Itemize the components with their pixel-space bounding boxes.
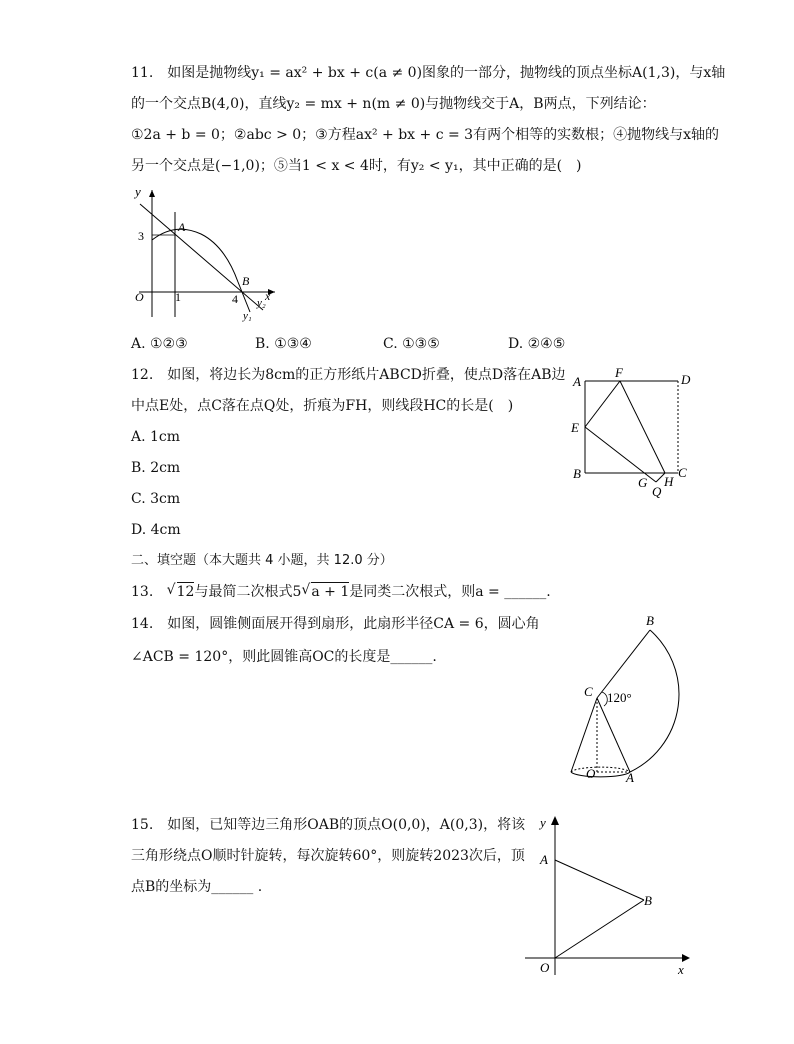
- section-fill-in-blank-header: 二、填空题（本大题共 4 小题，共 12.0 分）: [131, 553, 393, 568]
- q13-text-end: 是同类二次根式，则a = ______.: [349, 584, 551, 600]
- q11-label-y1: y₁: [243, 310, 252, 322]
- q15-label-y: y: [540, 815, 546, 830]
- q14-label-angle: 120°: [607, 690, 632, 705]
- q11-label-x: x: [265, 289, 271, 303]
- q12-option-c[interactable]: C. 3cm: [131, 491, 181, 507]
- q12-label-e: E: [571, 420, 579, 435]
- q11-label-4: 4: [232, 292, 238, 306]
- q12-label-d: D: [681, 372, 691, 387]
- q15-line-1: 15. 如图，已知等边三角形OAB的顶点O(0,0)，A(0,3)，将该: [131, 817, 526, 833]
- q13-sqrt-a1: √ a + 1: [301, 582, 350, 600]
- q11-parabola-figure: [125, 182, 285, 327]
- q14-label-b: B: [646, 613, 654, 628]
- q13-text-mid: 与最简二次根式5: [194, 584, 302, 600]
- q11-line-2: 的一个交点B(4,0)，直线y₂ = mx + n(m ≠ 0)与抛物线交于A，B两点，下列结论：: [131, 96, 656, 112]
- q12-option-d[interactable]: D. 4cm: [131, 522, 181, 538]
- q11-option-a[interactable]: A. ①②③: [131, 336, 188, 352]
- q11-label-1: 1: [175, 290, 181, 304]
- q11-line-y2: [140, 204, 263, 310]
- q12-label-g: G: [638, 475, 648, 490]
- q14-label-c: C: [584, 684, 593, 699]
- q15-label-o: O: [540, 960, 550, 975]
- q12-option-b[interactable]: B. 2cm: [131, 460, 181, 476]
- q15-triangle-figure: [520, 810, 700, 980]
- q14-line-2: ∠ACB = 120°，则此圆锥高OC的长度是______.: [131, 649, 437, 665]
- q13-radicand-a1: a + 1: [311, 584, 350, 600]
- q14-label-o: O: [586, 766, 596, 781]
- q12-label-c: C: [678, 465, 687, 480]
- q11-option-c[interactable]: C. ①③⑤: [383, 336, 440, 352]
- q12-label-q: Q: [652, 484, 662, 499]
- q11-option-d[interactable]: D. ②④⑤: [508, 336, 566, 352]
- q12-square-fold-figure: [565, 365, 705, 505]
- q14-line-1: 14. 如图，圆锥侧面展开得到扇形，此扇形半径CA = 6，圆心角: [131, 616, 540, 632]
- q12-option-a[interactable]: A. 1cm: [131, 429, 181, 445]
- q15-line-3: 点B的坐标为______ .: [131, 879, 263, 895]
- q11-label-3: 3: [138, 229, 144, 243]
- q11-label-a: A: [178, 220, 186, 234]
- q12-label-f: F: [615, 365, 623, 380]
- q13-line: [131, 582, 551, 602]
- q11-line-1: 11. 如图是抛物线y₁ = ax² + bx + c(a ≠ 0)图象的一部分，抛物线的顶点坐标A(1,3)，与x轴: [131, 65, 726, 81]
- q13-radicand-12: 12: [176, 584, 195, 600]
- q11-label-y2: y₂: [257, 297, 266, 309]
- q15-line-2: 三角形绕点O顺时针旋转，每次旋转60°，则旋转2023次后，顶: [131, 848, 525, 864]
- q12-line-1: 12. 如图，将边长为8cm的正方形纸片ABCD折叠，使点D落在AB边: [131, 367, 566, 383]
- q11-label-o: O: [135, 290, 144, 304]
- q13-sqrt-12: √ 12: [166, 582, 195, 600]
- q15-label-b: B: [644, 893, 652, 908]
- q11-line-4: 另一个交点是(−1,0)；⑤当1 < x < 4时，有y₂ < y₁，其中正确的是( ): [131, 158, 582, 174]
- q12-label-b: B: [573, 466, 581, 481]
- q15-label-a: A: [540, 852, 548, 867]
- q11-label-y: y: [135, 184, 141, 199]
- q12-label-h: H: [664, 474, 674, 489]
- q12-line-2: 中点E处，点C落在点Q处，折痕为FH，则线段HC的长是( ): [131, 398, 514, 414]
- q11-line-3: ①2a + b = 0；②abc > 0；③方程ax² + bx + c = 3有两个相等的实数根；④抛物线与x轴的: [131, 127, 719, 143]
- q11-label-b: B: [242, 274, 250, 288]
- q12-label-a: A: [573, 374, 581, 389]
- q14-cone-sector-figure: [560, 612, 700, 792]
- q13-number: 13.: [131, 584, 154, 600]
- q11-option-b[interactable]: B. ①③④: [255, 336, 312, 352]
- q15-label-x: x: [678, 962, 684, 977]
- q14-label-a: A: [626, 770, 634, 785]
